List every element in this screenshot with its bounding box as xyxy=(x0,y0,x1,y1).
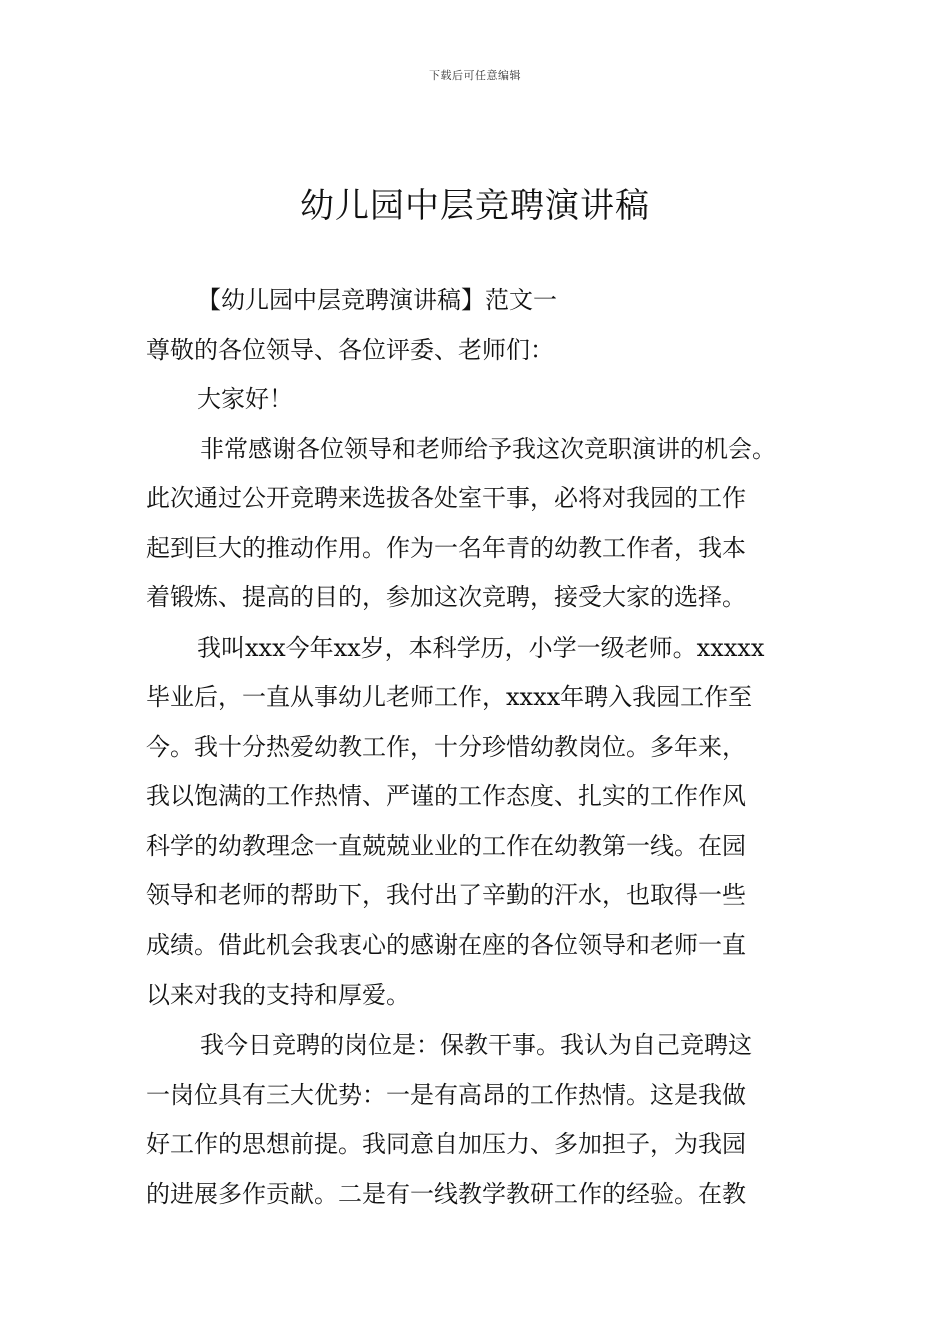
body-line: 非常感谢各位领导和老师给予我这次竞职演讲的机会。 xyxy=(200,435,776,463)
body-line: 我以饱满的工作热情、严谨的工作态度、扎实的工作作风 xyxy=(146,782,746,810)
body-line: 我叫xxx今年xx岁，本科学历，小学一级老师。xxxxx xyxy=(197,634,765,662)
body-line: 着锻炼、提高的目的，参加这次竞聘，接受大家的选择。 xyxy=(146,583,746,611)
body-line: 成绩。借此机会我衷心的感谢在座的各位领导和老师一直 xyxy=(146,931,746,959)
header-note: 下载后可任意编辑 xyxy=(429,69,521,82)
body-line: 领导和老师的帮助下，我付出了辛勤的汗水，也取得一些 xyxy=(146,881,746,909)
body-line: 【幼儿园中层竞聘演讲稿】范文一 xyxy=(197,286,557,314)
body-line: 我今日竞聘的岗位是：保教干事。我认为自己竞聘这 xyxy=(200,1031,752,1059)
body-line: 以来对我的支持和厚爱。 xyxy=(146,981,410,1009)
body-line: 一岗位具有三大优势：一是有高昂的工作热情。这是我做 xyxy=(146,1081,746,1109)
body-line: 今。我十分热爱幼教工作，十分珍惜幼教岗位。多年来， xyxy=(146,733,746,761)
body-line: 好工作的思想前提。我同意自加压力、多加担子，为我园 xyxy=(146,1130,746,1158)
body-line: 此次通过公开竞聘来选拔各处室干事，必将对我园的工作 xyxy=(146,484,746,512)
body-line: 尊敬的各位领导、各位评委、老师们： xyxy=(146,336,554,364)
body-line: 毕业后，一直从事幼儿老师工作，xxxx年聘入我园工作至 xyxy=(146,683,753,711)
body-line: 大家好！ xyxy=(197,385,293,413)
document-title: 幼儿园中层竞聘演讲稿 xyxy=(300,186,650,226)
body-line: 的进展多作贡献。二是有一线教学教研工作的经验。在教 xyxy=(146,1180,746,1208)
body-line: 起到巨大的推动作用。作为一名年青的幼教工作者，我本 xyxy=(146,534,746,562)
body-line: 科学的幼教理念一直兢兢业业的工作在幼教第一线。在园 xyxy=(146,832,746,860)
